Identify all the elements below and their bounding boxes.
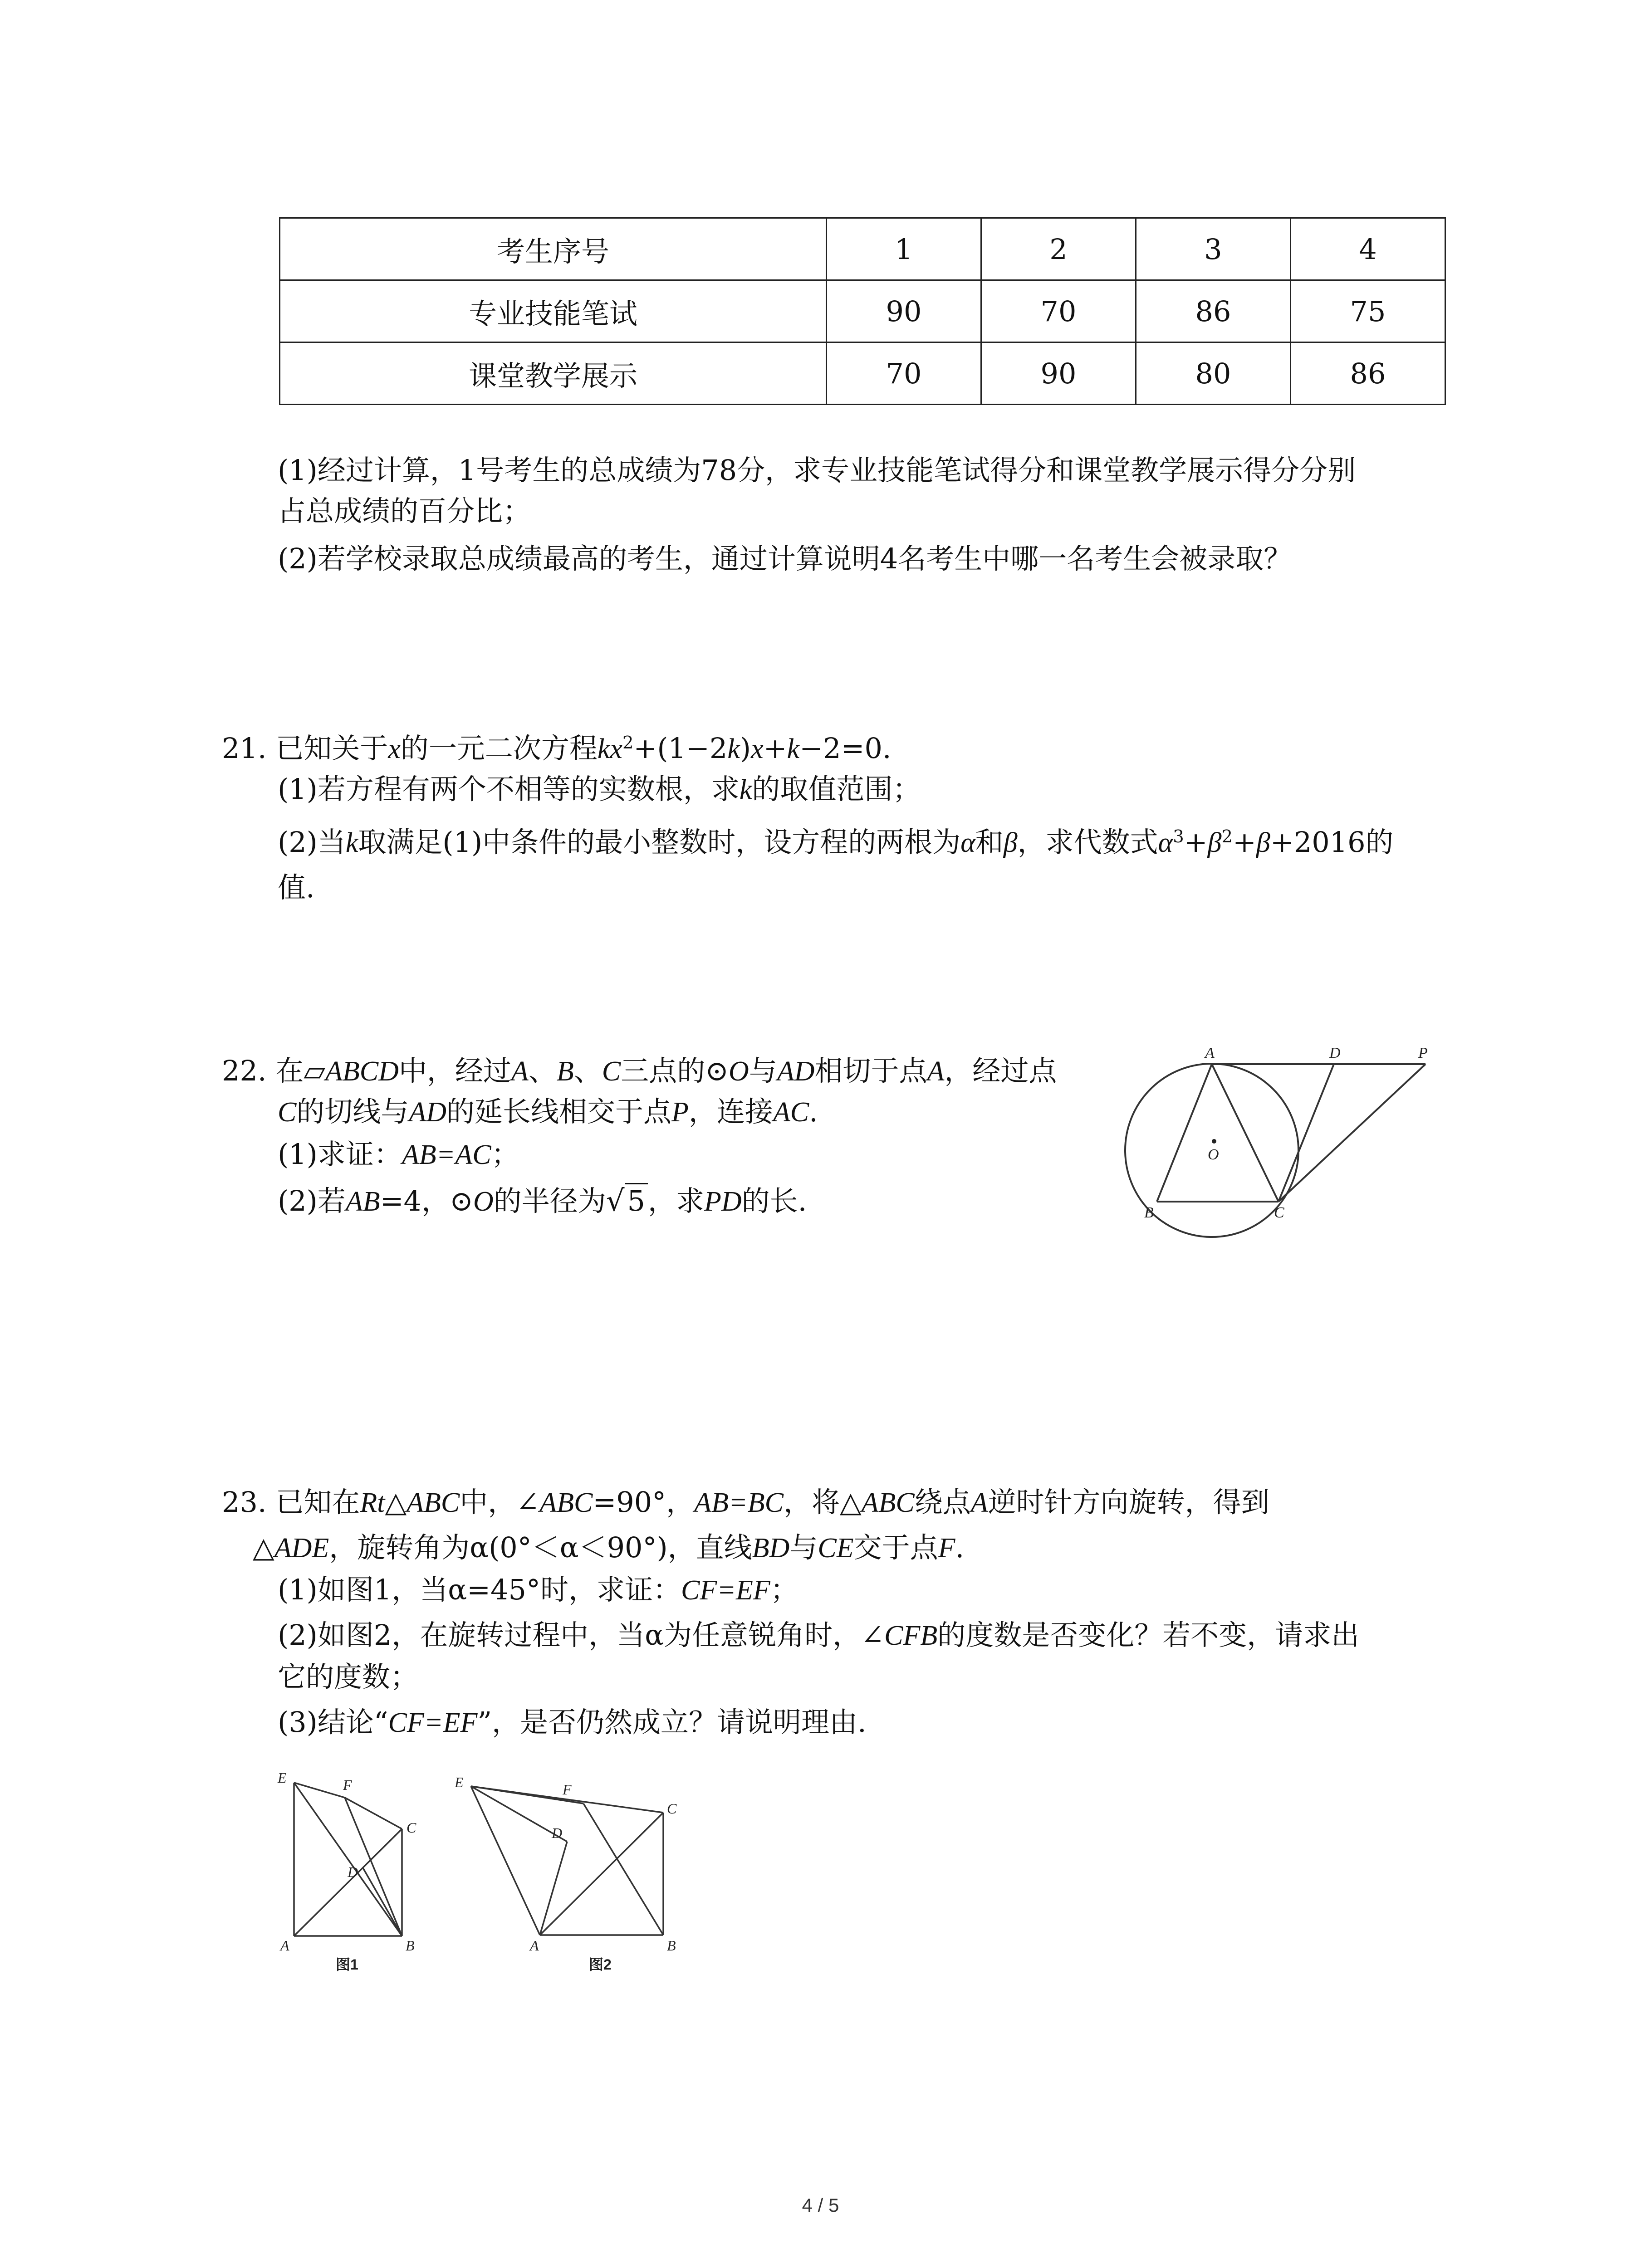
text: ，经过点 bbox=[944, 1054, 1057, 1087]
q22-stem-line2 bbox=[278, 1095, 818, 1129]
text: (1)若方程有两个不相等的实数根，求 bbox=[278, 772, 740, 806]
text: 的度数是否变化？若不变，请求出 bbox=[937, 1618, 1360, 1652]
text: 与 bbox=[789, 1531, 818, 1564]
var: ABC bbox=[539, 1487, 593, 1518]
label-e: E bbox=[278, 1769, 287, 1786]
table-cell: 考生序号 bbox=[280, 218, 827, 280]
var: kx bbox=[597, 733, 622, 764]
parallelogram-symbol: ▱ bbox=[304, 1056, 326, 1087]
var: β bbox=[1207, 827, 1222, 858]
segment-cd bbox=[1279, 1064, 1334, 1202]
sqrt-symbol: √ bbox=[606, 1184, 625, 1218]
q21-part2 bbox=[278, 826, 1394, 860]
text: + bbox=[1184, 826, 1208, 859]
label-f: F bbox=[343, 1777, 352, 1793]
segment-cp bbox=[1279, 1064, 1425, 1202]
q23-part1 bbox=[278, 1573, 798, 1607]
text: ”，是否仍然成立？请说明理由. bbox=[477, 1706, 867, 1739]
exponent: 3 bbox=[1173, 826, 1184, 847]
var: k bbox=[739, 774, 752, 805]
table-cell: 3 bbox=[1136, 218, 1291, 280]
var: CF=EF bbox=[388, 1707, 478, 1738]
q20-part2: (2)若学校录取总成绩最高的考生，通过计算说明4名考生中哪一名考生会被录取？ bbox=[278, 542, 1292, 575]
var: F bbox=[938, 1533, 955, 1564]
var: P bbox=[671, 1097, 689, 1128]
text: 的取值范围； bbox=[752, 772, 921, 806]
table-cell: 专业技能笔试 bbox=[280, 280, 827, 342]
var: CE bbox=[818, 1533, 854, 1564]
label-c: C bbox=[407, 1819, 416, 1836]
var: β bbox=[1003, 827, 1018, 858]
text: 交于点 bbox=[853, 1531, 938, 1564]
text: (3)结论“ bbox=[278, 1706, 388, 1739]
label-c: C bbox=[1274, 1204, 1284, 1221]
text: =90°， bbox=[593, 1486, 695, 1519]
text: 取满足(1)中条件的最小整数时，设方程的两根为 bbox=[358, 826, 961, 859]
var: A bbox=[970, 1487, 988, 1518]
center-point bbox=[1212, 1139, 1216, 1144]
q23-part2-cont: 它的度数； bbox=[278, 1660, 419, 1693]
q23-figure-2 bbox=[449, 1760, 703, 1978]
q21-stem bbox=[222, 732, 892, 766]
segment-ac bbox=[294, 1829, 402, 1936]
text: ) bbox=[740, 732, 751, 765]
var: ADE bbox=[274, 1533, 329, 1564]
label-d: D bbox=[348, 1864, 358, 1880]
var: AC bbox=[773, 1097, 809, 1128]
table-cell: 70 bbox=[827, 342, 981, 405]
text: ，旋转角为α(0°＜α＜90°)，直线 bbox=[329, 1531, 752, 1564]
text: 的半径为 bbox=[493, 1184, 606, 1217]
var: α bbox=[960, 827, 975, 858]
q20-part1-line1: (1)经过计算，1号考生的总成绩为78分，求专业技能笔试得分和课堂教学展示得分分别 bbox=[278, 454, 1356, 487]
text: △ bbox=[385, 1486, 407, 1519]
var: β bbox=[1256, 827, 1270, 858]
question-number: 21. bbox=[222, 732, 267, 765]
segment-fc bbox=[345, 1798, 402, 1829]
var: α bbox=[1158, 827, 1173, 858]
text: ，求代数式 bbox=[1017, 826, 1158, 859]
table-cell: 1 bbox=[827, 218, 981, 280]
var: k bbox=[727, 733, 740, 764]
label-c: C bbox=[667, 1800, 677, 1817]
var: B bbox=[556, 1056, 574, 1087]
text: +(1−2 bbox=[633, 732, 728, 765]
score-table bbox=[279, 217, 1446, 405]
label-p: P bbox=[1418, 1045, 1428, 1061]
text: (2)当 bbox=[278, 826, 346, 859]
segment-ea bbox=[471, 1786, 540, 1935]
text: 绕点 bbox=[914, 1486, 971, 1519]
text: 中，经过 bbox=[398, 1054, 511, 1087]
var: PD bbox=[704, 1186, 742, 1217]
label-d: D bbox=[1329, 1045, 1341, 1061]
var: CFB bbox=[884, 1620, 938, 1651]
var: ABCD bbox=[325, 1056, 399, 1087]
q23-figure-1 bbox=[268, 1760, 449, 1978]
text: 、 bbox=[573, 1054, 602, 1087]
q22-circle-figure bbox=[1121, 1039, 1474, 1266]
q23-part3 bbox=[278, 1706, 867, 1740]
text: ，求 bbox=[647, 1184, 704, 1217]
table-cell: 80 bbox=[1136, 342, 1291, 405]
q23-stem-line2 bbox=[253, 1531, 964, 1565]
table-cell: 4 bbox=[1291, 218, 1445, 280]
label-a: A bbox=[530, 1937, 539, 1954]
var: x bbox=[388, 733, 401, 764]
table-cell: 90 bbox=[981, 342, 1136, 405]
table-cell: 70 bbox=[981, 280, 1136, 342]
var: x bbox=[751, 733, 764, 764]
text: ，将△ bbox=[783, 1486, 862, 1519]
var: C bbox=[278, 1097, 297, 1128]
figure-caption: 图1 bbox=[336, 1956, 358, 1973]
text: 已知在 bbox=[275, 1486, 360, 1519]
var: AD bbox=[777, 1056, 815, 1087]
page-number: 4 / 5 bbox=[802, 2195, 839, 2216]
text: 相切于点 bbox=[814, 1054, 927, 1087]
var: A bbox=[927, 1056, 945, 1087]
text: 的延长线相交于点 bbox=[446, 1095, 672, 1128]
text: (1)如图1，当α=45°时，求证： bbox=[278, 1573, 681, 1606]
label-b: B bbox=[667, 1937, 676, 1954]
text: (2)如图2，在旋转过程中，当α为任意锐角时，∠ bbox=[278, 1618, 885, 1652]
q21-part2-cont: 值. bbox=[278, 871, 315, 904]
label-o: O bbox=[1208, 1146, 1219, 1163]
text: =4，⊙ bbox=[380, 1184, 473, 1217]
text: + bbox=[763, 732, 787, 765]
text: 在 bbox=[275, 1054, 304, 1087]
q22-part2 bbox=[278, 1184, 807, 1219]
text: 与 bbox=[749, 1054, 777, 1087]
table-cell: 75 bbox=[1291, 280, 1445, 342]
table-cell: 86 bbox=[1291, 342, 1445, 405]
text: 逆时针方向旋转，得到 bbox=[988, 1486, 1269, 1519]
table-cell: 课堂教学展示 bbox=[280, 342, 827, 405]
var: ABC bbox=[861, 1487, 915, 1518]
text: + bbox=[1232, 826, 1256, 859]
segment-ab bbox=[1157, 1064, 1212, 1202]
text: 的长. bbox=[741, 1184, 807, 1217]
q23-stem-line1 bbox=[222, 1486, 1269, 1520]
var: C bbox=[602, 1056, 621, 1087]
table-header-row bbox=[280, 218, 1445, 280]
text: ； bbox=[770, 1573, 798, 1606]
question-number: 22. bbox=[222, 1054, 267, 1087]
table-cell: 90 bbox=[827, 280, 981, 342]
var: Rt bbox=[360, 1487, 385, 1518]
text: 和 bbox=[975, 826, 1004, 859]
var: AB bbox=[345, 1186, 380, 1217]
exponent: 2 bbox=[622, 732, 634, 753]
var: A bbox=[511, 1056, 529, 1087]
label-e: E bbox=[455, 1774, 464, 1790]
var: AB=BC bbox=[694, 1487, 784, 1518]
text: 中，∠ bbox=[460, 1486, 540, 1519]
var: O bbox=[473, 1186, 494, 1217]
table-row bbox=[280, 280, 1445, 342]
table-row bbox=[280, 342, 1445, 405]
q22-part1 bbox=[278, 1138, 519, 1172]
text: △ bbox=[253, 1531, 274, 1564]
label-f: F bbox=[563, 1781, 572, 1798]
var: ABC bbox=[407, 1487, 460, 1518]
var: BD bbox=[752, 1533, 790, 1564]
radicand: 5 bbox=[625, 1183, 648, 1217]
var: k bbox=[787, 733, 800, 764]
text: . bbox=[809, 1095, 818, 1128]
text: ，连接 bbox=[688, 1095, 773, 1128]
table-cell: 86 bbox=[1136, 280, 1291, 342]
text: 三点的⊙ bbox=[621, 1054, 729, 1087]
text: . bbox=[955, 1531, 965, 1564]
table-cell: 2 bbox=[981, 218, 1136, 280]
var: CF=EF bbox=[681, 1575, 770, 1606]
text: +2016的 bbox=[1270, 826, 1394, 859]
text: (2)若 bbox=[278, 1184, 346, 1217]
text: 的切线与 bbox=[296, 1095, 409, 1128]
text: 已知关于 bbox=[275, 732, 388, 765]
q21-part1 bbox=[278, 772, 921, 807]
var: k bbox=[345, 827, 358, 858]
label-a: A bbox=[1205, 1045, 1215, 1061]
text: −2=0. bbox=[799, 732, 892, 765]
label-a: A bbox=[280, 1937, 289, 1954]
text: (1)求证： bbox=[278, 1138, 402, 1171]
segment-db bbox=[363, 1868, 402, 1936]
text: ； bbox=[491, 1138, 519, 1171]
text: 、 bbox=[528, 1054, 557, 1087]
label-d: D bbox=[552, 1825, 563, 1841]
text: 的一元二次方程 bbox=[400, 732, 598, 765]
segment-fb bbox=[583, 1804, 663, 1935]
q23-part2 bbox=[278, 1618, 1359, 1652]
label-b: B bbox=[406, 1937, 415, 1954]
q20-part1-line2: 占总成绩的百分比； bbox=[278, 494, 531, 528]
var: AD bbox=[409, 1097, 447, 1128]
exponent: 2 bbox=[1221, 826, 1233, 847]
label-b: B bbox=[1144, 1204, 1154, 1221]
var: O bbox=[729, 1056, 749, 1087]
var: AB=AC bbox=[402, 1139, 491, 1170]
segment-ef bbox=[294, 1783, 345, 1798]
q22-stem-line1 bbox=[222, 1054, 1057, 1088]
figure-caption: 图2 bbox=[589, 1956, 612, 1973]
question-number: 23. bbox=[222, 1486, 267, 1519]
